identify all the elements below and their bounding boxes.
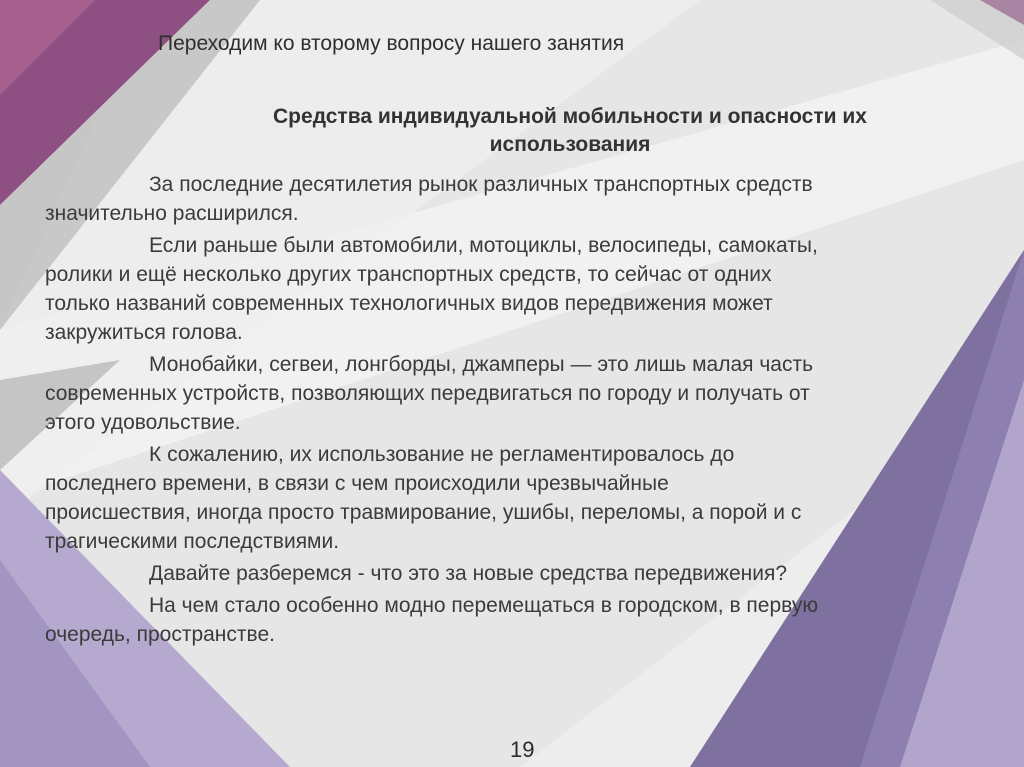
- paragraph-line: этого удовольствие.: [45, 411, 241, 434]
- paragraph-line: закружиться голова.: [45, 321, 243, 344]
- paragraph-line: Давайте разберемся - что это за новые средства передвижения?: [149, 562, 788, 585]
- page-number: 19: [510, 737, 535, 762]
- title-line-2: использования: [489, 133, 651, 156]
- slide-header: Переходим ко второму вопросу нашего занятия: [158, 32, 625, 55]
- paragraph-6: [45, 591, 980, 649]
- paragraph-line: только названий современных технологичных видов передвижения может: [45, 292, 773, 315]
- paragraph-5: [45, 559, 980, 588]
- paragraph-line: трагическими последствиями.: [45, 530, 340, 553]
- paragraph-line: происшествия, иногда просто травмирование, ушибы, переломы, а порой и с: [45, 501, 802, 524]
- paragraph-line: Монобайки, сегвеи, лонгборды, джамперы — это лишь малая часть: [149, 353, 814, 376]
- paragraph-line: К сожалению, их использование не регламентировалось до: [149, 443, 735, 466]
- paragraph-line: современных устройств, позволяющих передвигаться по городу и получать от: [45, 382, 810, 405]
- paragraph-line: ролики и ещё несколько других транспортных средств, то сейчас от одних: [45, 263, 772, 286]
- paragraph-line: последнего времени, в связи с чем происходили чрезвычайные: [45, 472, 669, 495]
- paragraph-2: [45, 231, 980, 347]
- slide-title: [180, 103, 960, 159]
- paragraph-line: За последние десятилетия рынок различных транспортных средств: [149, 173, 813, 196]
- paragraph-1: [45, 170, 980, 228]
- title-line-1: Средства индивидуальной мобильности и опасности их: [273, 105, 867, 128]
- paragraph-line: Если раньше были автомобили, мотоциклы, велосипеды, самокаты,: [149, 234, 818, 257]
- paragraph-line: очередь, пространстве.: [45, 623, 275, 646]
- paragraph-3: [45, 350, 980, 437]
- slide-body: [45, 170, 980, 652]
- paragraph-line: значительно расширился.: [45, 202, 299, 225]
- paragraph-4: [45, 440, 980, 556]
- paragraph-line: На чем стало особенно модно перемещаться в городском, в первую: [149, 594, 819, 617]
